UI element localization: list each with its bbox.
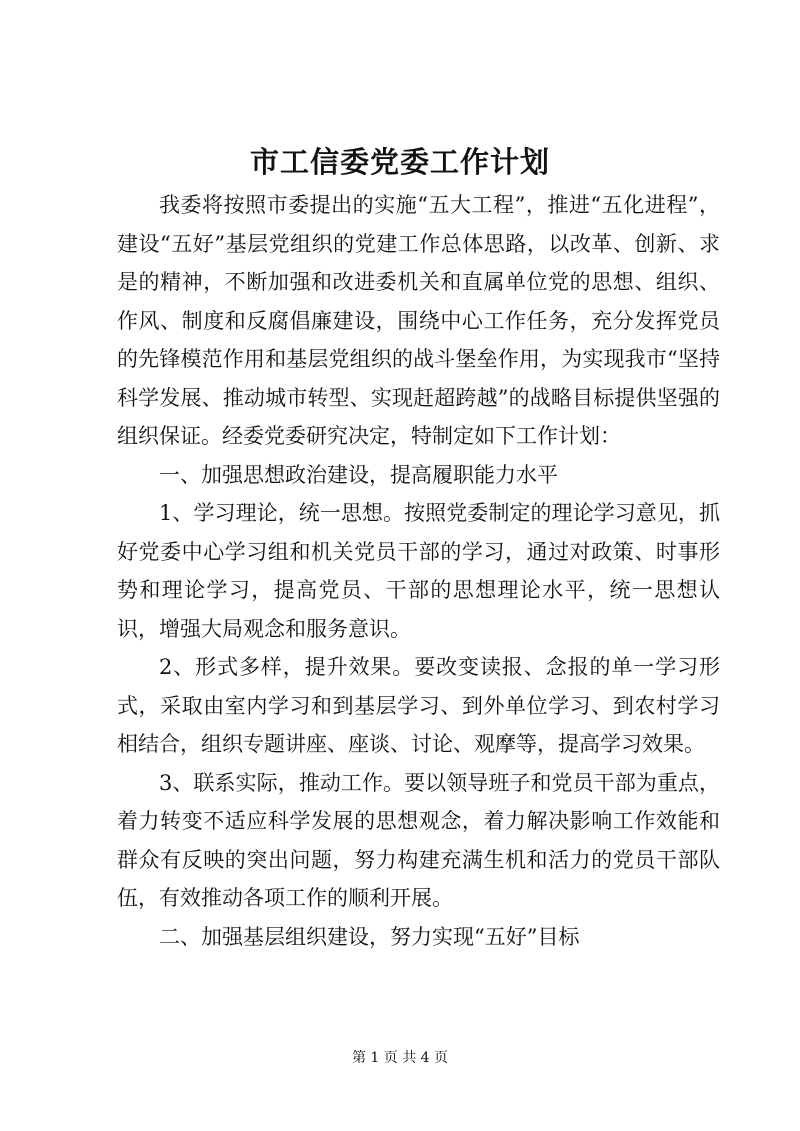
document-title: 市工信委党委工作计划 (249, 145, 550, 179)
item-paragraph-1: 1、学习理论，统一思想。按照党委制定的理论学习意见，抓好党委中心学习组和机关党员干部的学习，通过对政策、时事形势和理论学习，提高党员、干部的思想理论水平，统一思想认识，增强大局观念和服务意识。 (117, 501, 720, 641)
item-paragraph-3: 3、联系实际，推动工作。要以领导班子和党员干部为重点，着力转变不适应科学发展的思想观念，着力解决影响工作效能和群众有反映的突出问题，努力构建充满生机和活力的党员干部队伍，有效推动各项工作的顺利开展。 (117, 770, 720, 910)
document-body (117, 186, 720, 956)
intro-paragraph: 我委将按照市委提出的实施“五大工程”，推进“五化进程”，建设“五好”基层党组织的党建工作总体思路，以改革、创新、求是的精神，不断加强和改进委机关和直属单位党的思想、组织、作风、制度和反腐倡廉建设，围绕中心工作任务，充分发挥党员的先锋模范作用和基层党组织的战斗堡垒作用，为实现我市“坚持科学发展、推动城市转型、实现赶超跨越”的战略目标提供坚强的组织保证。经委党委研究决定，特制定如下工作计划： (117, 193, 720, 448)
section-heading-1: 一、加强思想政治建设，提高履职能力水平 (159, 462, 558, 487)
section-heading-2: 二、加强基层组织建设，努力实现“五好”目标 (159, 924, 580, 949)
item-paragraph-2: 2、形式多样，提升效果。要改变读报、念报的单一学习形式，采取由室内学习和到基层学习、到外单位学习、到农村学习相结合，组织专题讲座、座谈、讨论、观摩等，提高学习效果。 (117, 655, 720, 756)
page-number-footer: 第 1 页 共 4 页 (351, 1050, 449, 1066)
